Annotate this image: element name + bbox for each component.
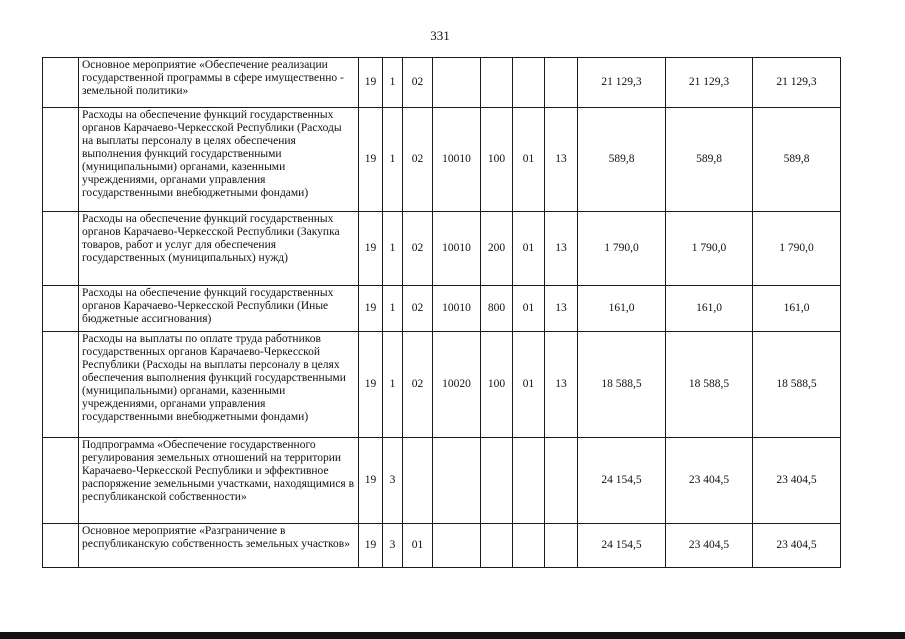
row-amount-v3: 23 404,5 xyxy=(753,524,841,568)
table-row xyxy=(43,524,841,568)
row-amount-v3: 589,8 xyxy=(753,108,841,212)
row-code-c3: 02 xyxy=(403,286,433,332)
row-amount-v2: 18 588,5 xyxy=(666,332,753,438)
row-code-c1: 19 xyxy=(359,332,383,438)
row-description: Расходы на обеспечение функций государственных органов Карачаево-Черкесской Республики (Закупка товаров, работ и услуг для обеспечения государственных (муниципальных) нужд) xyxy=(79,212,359,286)
budget-table xyxy=(42,57,841,568)
row-code-c5 xyxy=(481,524,513,568)
row-blank-cell xyxy=(43,286,79,332)
row-code-c7 xyxy=(545,438,578,524)
row-code-c7: 13 xyxy=(545,286,578,332)
row-code-c3 xyxy=(403,438,433,524)
row-code-c3: 02 xyxy=(403,108,433,212)
row-code-c5: 800 xyxy=(481,286,513,332)
page-number: 331 xyxy=(430,28,450,43)
row-code-c3: 02 xyxy=(403,58,433,108)
row-code-c1: 19 xyxy=(359,286,383,332)
table-row xyxy=(43,332,841,438)
row-amount-v3: 21 129,3 xyxy=(753,58,841,108)
row-code-c3: 02 xyxy=(403,212,433,286)
table-row xyxy=(43,438,841,524)
row-code-c6 xyxy=(513,438,545,524)
row-code-c7: 13 xyxy=(545,212,578,286)
row-code-c6: 01 xyxy=(513,108,545,212)
row-amount-v2: 1 790,0 xyxy=(666,212,753,286)
row-code-c7 xyxy=(545,58,578,108)
row-amount-v1: 24 154,5 xyxy=(578,438,666,524)
row-blank-cell xyxy=(43,524,79,568)
row-amount-v3: 1 790,0 xyxy=(753,212,841,286)
row-code-c5 xyxy=(481,58,513,108)
row-amount-v3: 23 404,5 xyxy=(753,438,841,524)
row-code-c6 xyxy=(513,58,545,108)
row-code-c2: 3 xyxy=(383,438,403,524)
row-amount-v1: 589,8 xyxy=(578,108,666,212)
row-description: Основное мероприятие «Разграничение в республиканскую собственность земельных участков» xyxy=(79,524,359,568)
row-code-c5 xyxy=(481,438,513,524)
row-code-c4: 10020 xyxy=(433,332,481,438)
scan-bottom-edge xyxy=(0,632,905,639)
row-amount-v1: 18 588,5 xyxy=(578,332,666,438)
row-code-c5: 100 xyxy=(481,332,513,438)
row-amount-v1: 24 154,5 xyxy=(578,524,666,568)
row-code-c2: 1 xyxy=(383,58,403,108)
row-code-c1: 19 xyxy=(359,212,383,286)
row-code-c4 xyxy=(433,58,481,108)
row-code-c2: 3 xyxy=(383,524,403,568)
row-code-c4 xyxy=(433,438,481,524)
row-code-c1: 19 xyxy=(359,438,383,524)
table-row xyxy=(43,58,841,108)
row-blank-cell xyxy=(43,438,79,524)
row-amount-v1: 161,0 xyxy=(578,286,666,332)
row-amount-v3: 161,0 xyxy=(753,286,841,332)
row-code-c1: 19 xyxy=(359,108,383,212)
table-row xyxy=(43,108,841,212)
row-code-c2: 1 xyxy=(383,332,403,438)
row-code-c3: 02 xyxy=(403,332,433,438)
row-code-c7: 13 xyxy=(545,108,578,212)
row-code-c1: 19 xyxy=(359,524,383,568)
row-description: Расходы на выплаты по оплате труда работников государственных органов Карачаево-Черкесской Республики (Расходы на выплаты персоналу в целях обеспечения выполнения функций государственными (муниципальными) органами, казенными учреждениями, органами управления государственными внебюджетными фондами) xyxy=(79,332,359,438)
row-code-c2: 1 xyxy=(383,108,403,212)
row-code-c6 xyxy=(513,524,545,568)
row-blank-cell xyxy=(43,108,79,212)
row-code-c2: 1 xyxy=(383,212,403,286)
row-description: Расходы на обеспечение функций государственных органов Карачаево-Черкесской Республики (Иные бюджетные ассигнования) xyxy=(79,286,359,332)
row-code-c4: 10010 xyxy=(433,212,481,286)
row-code-c7: 13 xyxy=(545,332,578,438)
row-code-c1: 19 xyxy=(359,58,383,108)
row-code-c4 xyxy=(433,524,481,568)
row-code-c7 xyxy=(545,524,578,568)
row-description: Основное мероприятие «Обеспечение реализации государственной программы в сфере имущественно - земельной политики» xyxy=(79,58,359,108)
row-code-c4: 10010 xyxy=(433,286,481,332)
row-amount-v2: 21 129,3 xyxy=(666,58,753,108)
row-code-c3: 01 xyxy=(403,524,433,568)
row-amount-v2: 23 404,5 xyxy=(666,438,753,524)
row-amount-v1: 21 129,3 xyxy=(578,58,666,108)
row-amount-v3: 18 588,5 xyxy=(753,332,841,438)
row-amount-v1: 1 790,0 xyxy=(578,212,666,286)
row-code-c6: 01 xyxy=(513,286,545,332)
table-row xyxy=(43,212,841,286)
row-amount-v2: 161,0 xyxy=(666,286,753,332)
row-blank-cell xyxy=(43,212,79,286)
row-amount-v2: 589,8 xyxy=(666,108,753,212)
row-code-c5: 200 xyxy=(481,212,513,286)
row-description: Подпрограмма «Обеспечение государственного регулирования земельных отношений на территории Карачаево-Черкесской Республики и эффективное распоряжение земельными участками, находящимися в республиканской собственности» xyxy=(79,438,359,524)
row-code-c4: 10010 xyxy=(433,108,481,212)
row-code-c6: 01 xyxy=(513,332,545,438)
row-amount-v2: 23 404,5 xyxy=(666,524,753,568)
row-blank-cell xyxy=(43,58,79,108)
row-code-c6: 01 xyxy=(513,212,545,286)
row-code-c5: 100 xyxy=(481,108,513,212)
row-description: Расходы на обеспечение функций государственных органов Карачаево-Черкесской Республики (Расходы на выплаты персоналу в целях обеспечения выполнения функций государственными (муниципальными) органами, казенными учреждениями, органами управления государственными внебюджетными фондами) xyxy=(79,108,359,212)
table-row xyxy=(43,286,841,332)
row-code-c2: 1 xyxy=(383,286,403,332)
row-blank-cell xyxy=(43,332,79,438)
